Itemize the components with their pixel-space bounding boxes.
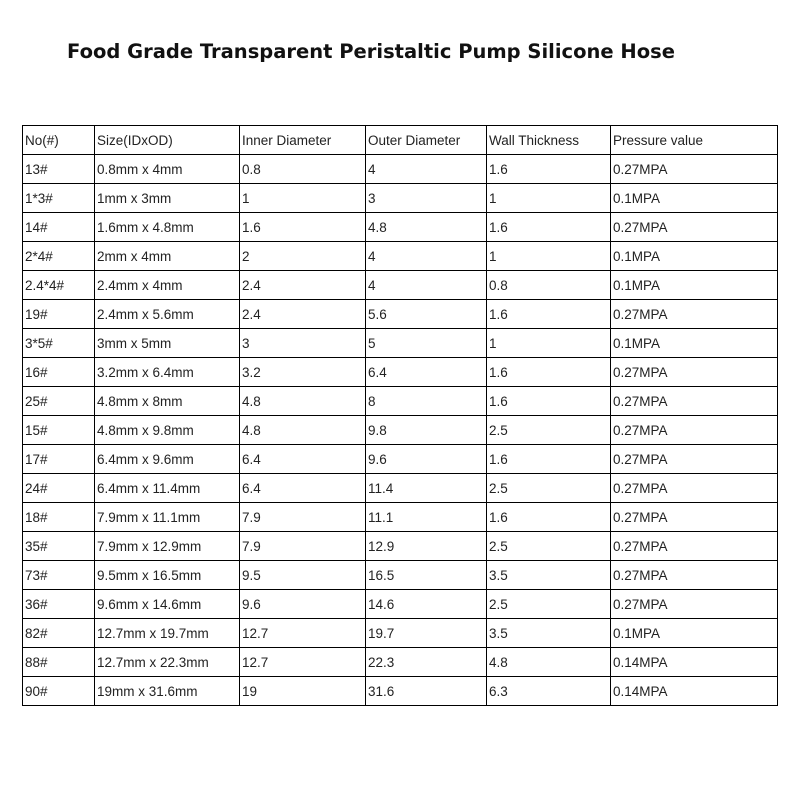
table-cell: 2.4*4# <box>23 271 95 300</box>
table-cell: 35# <box>23 532 95 561</box>
table-cell: 0.1MPA <box>611 184 778 213</box>
table-cell: 82# <box>23 619 95 648</box>
table-cell: 9.6 <box>240 590 366 619</box>
table-cell: 0.27MPA <box>611 416 778 445</box>
table-cell: 0.27MPA <box>611 445 778 474</box>
table-header-row <box>23 126 778 155</box>
table-row <box>23 213 778 242</box>
table-cell: 15# <box>23 416 95 445</box>
table-cell: 2.5 <box>487 590 611 619</box>
table-cell: 6.4 <box>240 445 366 474</box>
table-cell: 11.1 <box>366 503 487 532</box>
table-cell: 0.1MPA <box>611 271 778 300</box>
table-cell: 1 <box>487 329 611 358</box>
table-row <box>23 358 778 387</box>
table-cell: 0.1MPA <box>611 242 778 271</box>
table-cell: 16# <box>23 358 95 387</box>
table-row <box>23 532 778 561</box>
header-cell: Pressure value <box>611 126 778 155</box>
table-cell: 4.8mm x 8mm <box>95 387 240 416</box>
table-cell: 12.7 <box>240 648 366 677</box>
table-cell: 7.9mm x 12.9mm <box>95 532 240 561</box>
table-cell: 14# <box>23 213 95 242</box>
table-cell: 0.14MPA <box>611 677 778 706</box>
table-cell: 14.6 <box>366 590 487 619</box>
table-cell: 1.6mm x 4.8mm <box>95 213 240 242</box>
table-cell: 9.5mm x 16.5mm <box>95 561 240 590</box>
table-cell: 2.5 <box>487 474 611 503</box>
table-cell: 7.9 <box>240 503 366 532</box>
header-cell: Wall Thickness <box>487 126 611 155</box>
table-row <box>23 648 778 677</box>
table-cell: 1.6 <box>487 155 611 184</box>
table-cell: 2.4 <box>240 300 366 329</box>
table-cell: 3*5# <box>23 329 95 358</box>
table-cell: 3.5 <box>487 619 611 648</box>
table-row <box>23 677 778 706</box>
table-cell: 3.2mm x 6.4mm <box>95 358 240 387</box>
table-cell: 19.7 <box>366 619 487 648</box>
table-cell: 2.4 <box>240 271 366 300</box>
table-cell: 0.27MPA <box>611 474 778 503</box>
table-cell: 1 <box>240 184 366 213</box>
page-title: Food Grade Transparent Peristaltic Pump Silicone Hose <box>67 40 675 63</box>
table-cell: 4.8 <box>240 387 366 416</box>
table-cell: 4 <box>366 155 487 184</box>
table-cell: 12.7 <box>240 619 366 648</box>
table-cell: 1 <box>487 184 611 213</box>
table-row <box>23 474 778 503</box>
table-cell: 19 <box>240 677 366 706</box>
table-cell: 2.5 <box>487 532 611 561</box>
table-cell: 0.8mm x 4mm <box>95 155 240 184</box>
table-cell: 2 <box>240 242 366 271</box>
table-cell: 6.3 <box>487 677 611 706</box>
table-cell: 6.4 <box>366 358 487 387</box>
table-cell: 7.9mm x 11.1mm <box>95 503 240 532</box>
table-row <box>23 445 778 474</box>
table-row <box>23 619 778 648</box>
table-cell: 5.6 <box>366 300 487 329</box>
table-cell: 0.1MPA <box>611 329 778 358</box>
table-cell: 36# <box>23 590 95 619</box>
table-cell: 6.4mm x 9.6mm <box>95 445 240 474</box>
table-cell: 0.27MPA <box>611 155 778 184</box>
table-cell: 0.27MPA <box>611 561 778 590</box>
table-cell: 0.1MPA <box>611 619 778 648</box>
table-cell: 0.27MPA <box>611 387 778 416</box>
table-cell: 1.6 <box>487 213 611 242</box>
table-cell: 73# <box>23 561 95 590</box>
table-row <box>23 503 778 532</box>
table-cell: 5 <box>366 329 487 358</box>
header-cell: Inner Diameter <box>240 126 366 155</box>
table-cell: 0.27MPA <box>611 590 778 619</box>
table-cell: 0.27MPA <box>611 532 778 561</box>
table-cell: 22.3 <box>366 648 487 677</box>
table-cell: 2.4mm x 4mm <box>95 271 240 300</box>
table-cell: 88# <box>23 648 95 677</box>
table-cell: 1mm x 3mm <box>95 184 240 213</box>
table-row <box>23 329 778 358</box>
table-cell: 12.7mm x 22.3mm <box>95 648 240 677</box>
table-cell: 4 <box>366 242 487 271</box>
table-cell: 9.6mm x 14.6mm <box>95 590 240 619</box>
table-cell: 0.27MPA <box>611 300 778 329</box>
table-row <box>23 590 778 619</box>
table-cell: 9.5 <box>240 561 366 590</box>
header-cell: Outer Diameter <box>366 126 487 155</box>
table-cell: 3 <box>240 329 366 358</box>
table-cell: 18# <box>23 503 95 532</box>
table-cell: 24# <box>23 474 95 503</box>
table-cell: 3.2 <box>240 358 366 387</box>
table-cell: 8 <box>366 387 487 416</box>
table-cell: 9.8 <box>366 416 487 445</box>
table-cell: 25# <box>23 387 95 416</box>
table-cell: 1.6 <box>487 358 611 387</box>
table-cell: 17# <box>23 445 95 474</box>
table-cell: 12.7mm x 19.7mm <box>95 619 240 648</box>
table-row <box>23 561 778 590</box>
table-row <box>23 271 778 300</box>
table-cell: 4.8 <box>487 648 611 677</box>
table-cell: 7.9 <box>240 532 366 561</box>
table-row <box>23 242 778 271</box>
hose-spec-table <box>22 125 778 706</box>
table-row <box>23 416 778 445</box>
table-cell: 0.8 <box>487 271 611 300</box>
table-cell: 31.6 <box>366 677 487 706</box>
table-cell: 1.6 <box>487 387 611 416</box>
table-cell: 3.5 <box>487 561 611 590</box>
table-cell: 2*4# <box>23 242 95 271</box>
table-cell: 19# <box>23 300 95 329</box>
table-cell: 0.27MPA <box>611 213 778 242</box>
table-cell: 2.5 <box>487 416 611 445</box>
table-row <box>23 184 778 213</box>
table-cell: 4.8 <box>366 213 487 242</box>
table-cell: 1.6 <box>487 300 611 329</box>
table-row <box>23 387 778 416</box>
table-cell: 0.8 <box>240 155 366 184</box>
table-cell: 4.8 <box>240 416 366 445</box>
table-row <box>23 300 778 329</box>
table-cell: 2.4mm x 5.6mm <box>95 300 240 329</box>
table-cell: 1.6 <box>487 503 611 532</box>
table-cell: 11.4 <box>366 474 487 503</box>
table-cell: 16.5 <box>366 561 487 590</box>
table-cell: 13# <box>23 155 95 184</box>
table-cell: 6.4 <box>240 474 366 503</box>
table-cell: 1 <box>487 242 611 271</box>
table-cell: 19mm x 31.6mm <box>95 677 240 706</box>
table-cell: 6.4mm x 11.4mm <box>95 474 240 503</box>
table-cell: 12.9 <box>366 532 487 561</box>
table-row <box>23 155 778 184</box>
table-cell: 1.6 <box>240 213 366 242</box>
table-cell: 4.8mm x 9.8mm <box>95 416 240 445</box>
table-cell: 2mm x 4mm <box>95 242 240 271</box>
table-cell: 90# <box>23 677 95 706</box>
table-cell: 0.27MPA <box>611 503 778 532</box>
table-cell: 1*3# <box>23 184 95 213</box>
header-cell: Size(IDxOD) <box>95 126 240 155</box>
table-cell: 3 <box>366 184 487 213</box>
table-cell: 0.14MPA <box>611 648 778 677</box>
table-cell: 0.27MPA <box>611 358 778 387</box>
table-cell: 3mm x 5mm <box>95 329 240 358</box>
table-cell: 1.6 <box>487 445 611 474</box>
table-cell: 4 <box>366 271 487 300</box>
header-cell: No(#) <box>23 126 95 155</box>
table-cell: 9.6 <box>366 445 487 474</box>
